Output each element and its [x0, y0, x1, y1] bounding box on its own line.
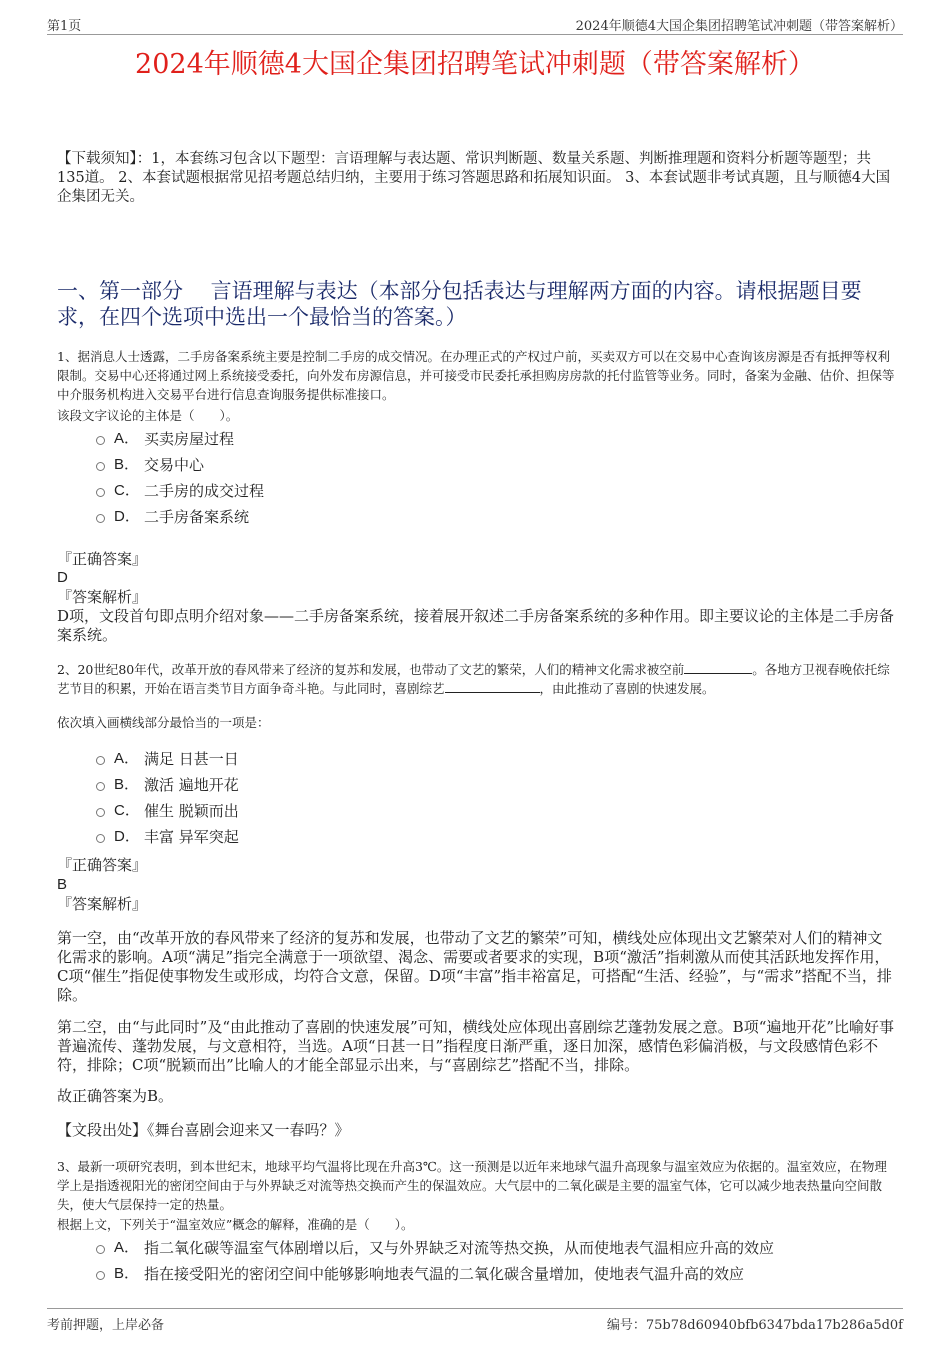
option-key: A．	[114, 1239, 140, 1256]
q3-option-b[interactable]	[96, 1263, 744, 1285]
radio-icon[interactable]	[96, 834, 105, 843]
q2-stem-b: 。各地方卫视春晚依托综艺节目的积累，开始在语言类节目方面争奇斗艳。与此同时，喜剧综艺	[57, 662, 890, 696]
option-key: A．	[114, 430, 140, 447]
option-key: B．	[114, 776, 140, 793]
option-key: D．	[114, 828, 140, 845]
q2-question: 依次填入画横线部分最恰当的一项是：	[57, 715, 270, 730]
q1-option-c[interactable]	[96, 480, 264, 502]
page-number: 第1页	[47, 19, 82, 34]
option-text: 催生 脱颖而出	[144, 802, 239, 820]
option-key: B．	[114, 456, 140, 473]
radio-icon[interactable]	[96, 488, 105, 497]
radio-icon[interactable]	[96, 436, 105, 445]
q3-question: 根据上文，下列关于“温室效应”概念的解释，准确的是（ ）。	[57, 1217, 414, 1232]
q2-option-a[interactable]	[96, 748, 239, 770]
header-doc-title: 2024年顺德4大国企集团招聘笔试冲刺题（带答案解析）	[575, 19, 903, 34]
page-header	[47, 14, 903, 35]
footer-slogan: 考前押题，上岸必备	[47, 1318, 165, 1333]
page-title: 2024年顺德4大国企集团招聘笔试冲刺题（带答案解析）	[135, 49, 815, 80]
q2-analysis-label: 『答案解析』	[57, 895, 148, 913]
page-footer	[47, 1308, 903, 1333]
radio-icon[interactable]	[96, 808, 105, 817]
option-text: 买卖房屋过程	[144, 430, 235, 448]
q1-answer-label: 『正确答案』	[57, 550, 148, 568]
option-key: C．	[114, 482, 140, 499]
option-text: 激活 遍地开花	[144, 776, 239, 794]
q1-option-d[interactable]	[96, 506, 249, 528]
radio-icon[interactable]	[96, 514, 105, 523]
download-notice: 【下载须知】：1，本套练习包含以下题型：言语理解与表达题、常识判断题、数量关系题、判断推理题和资料分析题等题型；共135道。 2、本套试题根据常见招考题总结归纳，主要用于练习答题思路和拓展知识面。 3、本套试题非考试真题，且与顺德4大国企集团无关。	[57, 151, 891, 205]
option-text: 交易中心	[144, 456, 205, 474]
footer-doc-id: 编号：75b78d60940bfb6347bda17b286a5d0f	[606, 1318, 903, 1333]
q1-stem: 1、据消息人士透露，二手房备案系统主要是控制二手房的成交情况。在办理正式的产权过户前，买卖双方可以在交易中心查询该房源是否有抵押等权利限制。交易中心还将通过网上系统接受委托，向外发布房源信息，并可接受市民委托承担购房房款的托付监管等业务。同时，备案为金融、估价、担保等中介服务机构进入交易平台进行信息查询服务提供标准接口。	[57, 349, 895, 402]
q3-option-a[interactable]	[96, 1237, 774, 1259]
section-heading: 一、第一部分 言语理解与表达（本部分包括表达与理解两方面的内容。请根据题目要求，在四个选项中选出一个最恰当的答案。）	[57, 279, 862, 329]
q2-option-c[interactable]	[96, 800, 239, 822]
blank-1	[684, 660, 752, 674]
q2-option-b[interactable]	[96, 774, 239, 796]
option-key: B．	[114, 1265, 140, 1282]
q1-analysis-label: 『答案解析』	[57, 588, 148, 606]
radio-icon[interactable]	[96, 782, 105, 791]
option-text: 丰富 异军突起	[144, 828, 239, 846]
q2-answer-label: 『正确答案』	[57, 856, 148, 874]
q2-analysis-conclusion: 故正确答案为B。	[57, 1087, 174, 1105]
q2-stem-a: 2、20世纪80年代，改革开放的春风带来了经济的复苏和发展，也带动了文艺的繁荣，人们的精神文化需求被空前	[57, 662, 685, 677]
option-text: 指二氧化碳等温室气体剧增以后，又与外界缺乏对流等热交换，从而使地表气温相应升高的效应	[144, 1239, 775, 1257]
option-text: 指在接受阳光的密闭空间中能够影响地表气温的二氧化碳含量增加，使地表气温升高的效应	[144, 1265, 745, 1283]
option-key: A．	[114, 750, 140, 767]
q1-answer: D	[57, 569, 68, 586]
q2-stem	[57, 660, 895, 698]
q3-stem: 3、最新一项研究表明，到本世纪末，地球平均气温将比现在升高3℃。这一预测是以近年来地球气温升高现象与温室效应为依据的。温室效应，在物理学上是指透视阳光的密闭空间由于与外界缺乏对流等热交换而产生的保温效应。大气层中的二氧化碳是主要的温室气体，它可以减少地表热量向空间散失，使大气层保持一定的热量。	[57, 1159, 887, 1212]
option-text: 二手房备案系统	[144, 508, 250, 526]
q2-analysis-para-1: 第一空，由“改革开放的春风带来了经济的复苏和发展，也带动了文艺的繁荣”可知，横线处应体现出文艺繁荣对人们的精神文化需求的影响。A项“满足”指完全满意于一项欲望、渴念、需要或者要求的实现，B项“激活”指刺激从而使其活跃地发挥作用，C项“催生”指促使事物发生或形成，均符合文意，保留。D项“丰富”指丰裕富足，可搭配“生活、经验”，与“需求”搭配不当，排除。	[57, 929, 892, 1004]
q2-source: 【文段出处】《舞台喜剧会迎来又一春吗？》	[57, 1121, 350, 1139]
q1-question: 该段文字议论的主体是（ ）。	[57, 408, 239, 423]
q1-option-a[interactable]	[96, 428, 234, 450]
radio-icon[interactable]	[96, 1271, 105, 1280]
option-text: 满足 日甚一日	[144, 750, 239, 768]
q2-stem-c: ，由此推动了喜剧的快速发展。	[539, 681, 715, 696]
q1-analysis: D项，文段首句即点明介绍对象——二手房备案系统，接着展开叙述二手房备案系统的多种作用。即主要议论的主体是二手房备案系统。	[57, 607, 895, 644]
q2-option-d[interactable]	[96, 826, 239, 848]
radio-icon[interactable]	[96, 756, 105, 765]
blank-2	[445, 679, 540, 693]
radio-icon[interactable]	[96, 462, 105, 471]
q2-analysis-para-2: 第二空，由“与此同时”及“由此推动了喜剧的快速发展”可知，横线处应体现出喜剧综艺蓬勃发展之意。B项“遍地开花”比喻好事普遍流传、蓬勃发展，与文意相符，当选。A项“日甚一日”指程度日渐严重，逐日加深，感情色彩偏消极，与文段感情色彩不符，排除；C项“脱颖而出”比喻人的才能全部显示出来，与“喜剧综艺”搭配不当，排除。	[57, 1018, 895, 1074]
q2-answer: B	[57, 876, 68, 893]
radio-icon[interactable]	[96, 1245, 105, 1254]
option-key: D．	[114, 508, 140, 525]
q1-option-b[interactable]	[96, 454, 204, 476]
option-text: 二手房的成交过程	[144, 482, 265, 500]
option-key: C．	[114, 802, 140, 819]
